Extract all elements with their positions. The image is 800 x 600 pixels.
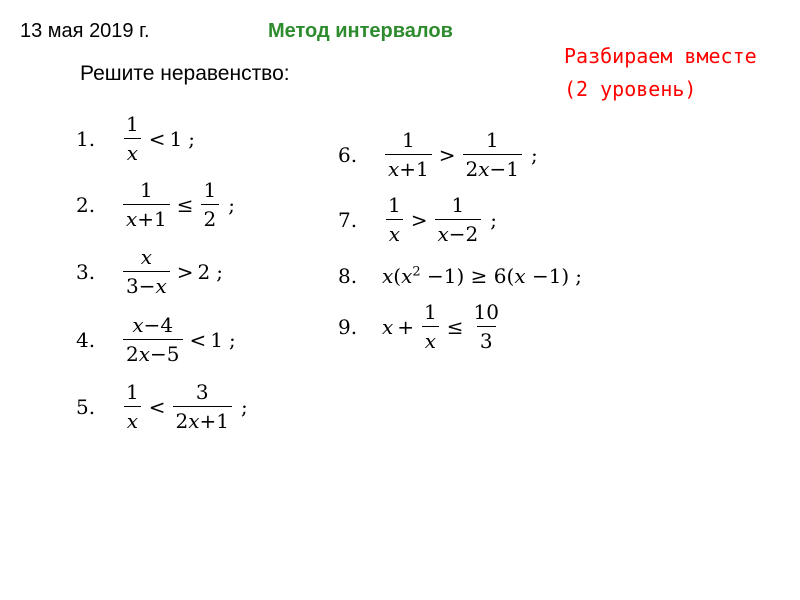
task-9 [338, 300, 505, 353]
task-7 [338, 193, 497, 246]
task-expression: $\frac{1}{x+1}$ ≤ $\frac{1}{2}$ ; [120, 178, 235, 231]
task-expression: $\frac{1}{x}$ < $\frac{3}{2x+1}$ ; [120, 380, 248, 433]
note-line-1: Разбираем вместе [564, 44, 757, 68]
task-5 [76, 380, 248, 433]
note-line-2: (2 уровень) [564, 77, 697, 101]
task-expression: x + $\frac{1}{x}$ ≤ $\frac{10}{3}$ [382, 300, 499, 353]
task-8 [338, 264, 582, 288]
task-3 [76, 245, 223, 298]
task-1 [76, 112, 195, 165]
instruction: Решите неравенство: [80, 62, 290, 85]
task-number: 9. [338, 314, 358, 339]
task-number: 8. [338, 264, 358, 288]
task-number: 2. [76, 192, 96, 217]
task-number: 5. [76, 394, 96, 419]
date: 13 мая 2019 г. [20, 20, 150, 42]
task-number: 3. [76, 259, 96, 284]
task-4 [76, 313, 236, 366]
task-number: 1. [76, 126, 96, 151]
page-title: Метод интервалов [268, 20, 453, 42]
task-6 [338, 128, 538, 181]
task-expression: $\frac{1}{x}$ > $\frac{1}{x-2}$ ; [382, 193, 497, 246]
task-expression: $\frac{1}{x}$ < 1 ; [120, 112, 195, 165]
task-expression: $x(x^2 -1) \ge 6(x -1)$ ; [382, 264, 582, 288]
task-expression: $\frac{x-4}{2x-5}$ < 1 ; [120, 313, 236, 366]
note [564, 40, 757, 106]
task-expression: $\frac{1}{x+1}$ > $\frac{1}{2x-1}$ ; [382, 128, 538, 181]
task-expression: $\frac{x}{3-x}$ > 2 ; [120, 245, 223, 298]
task-number: 4. [76, 327, 96, 352]
task-number: 6. [338, 142, 358, 167]
task-2 [76, 178, 235, 231]
task-number: 7. [338, 207, 358, 232]
